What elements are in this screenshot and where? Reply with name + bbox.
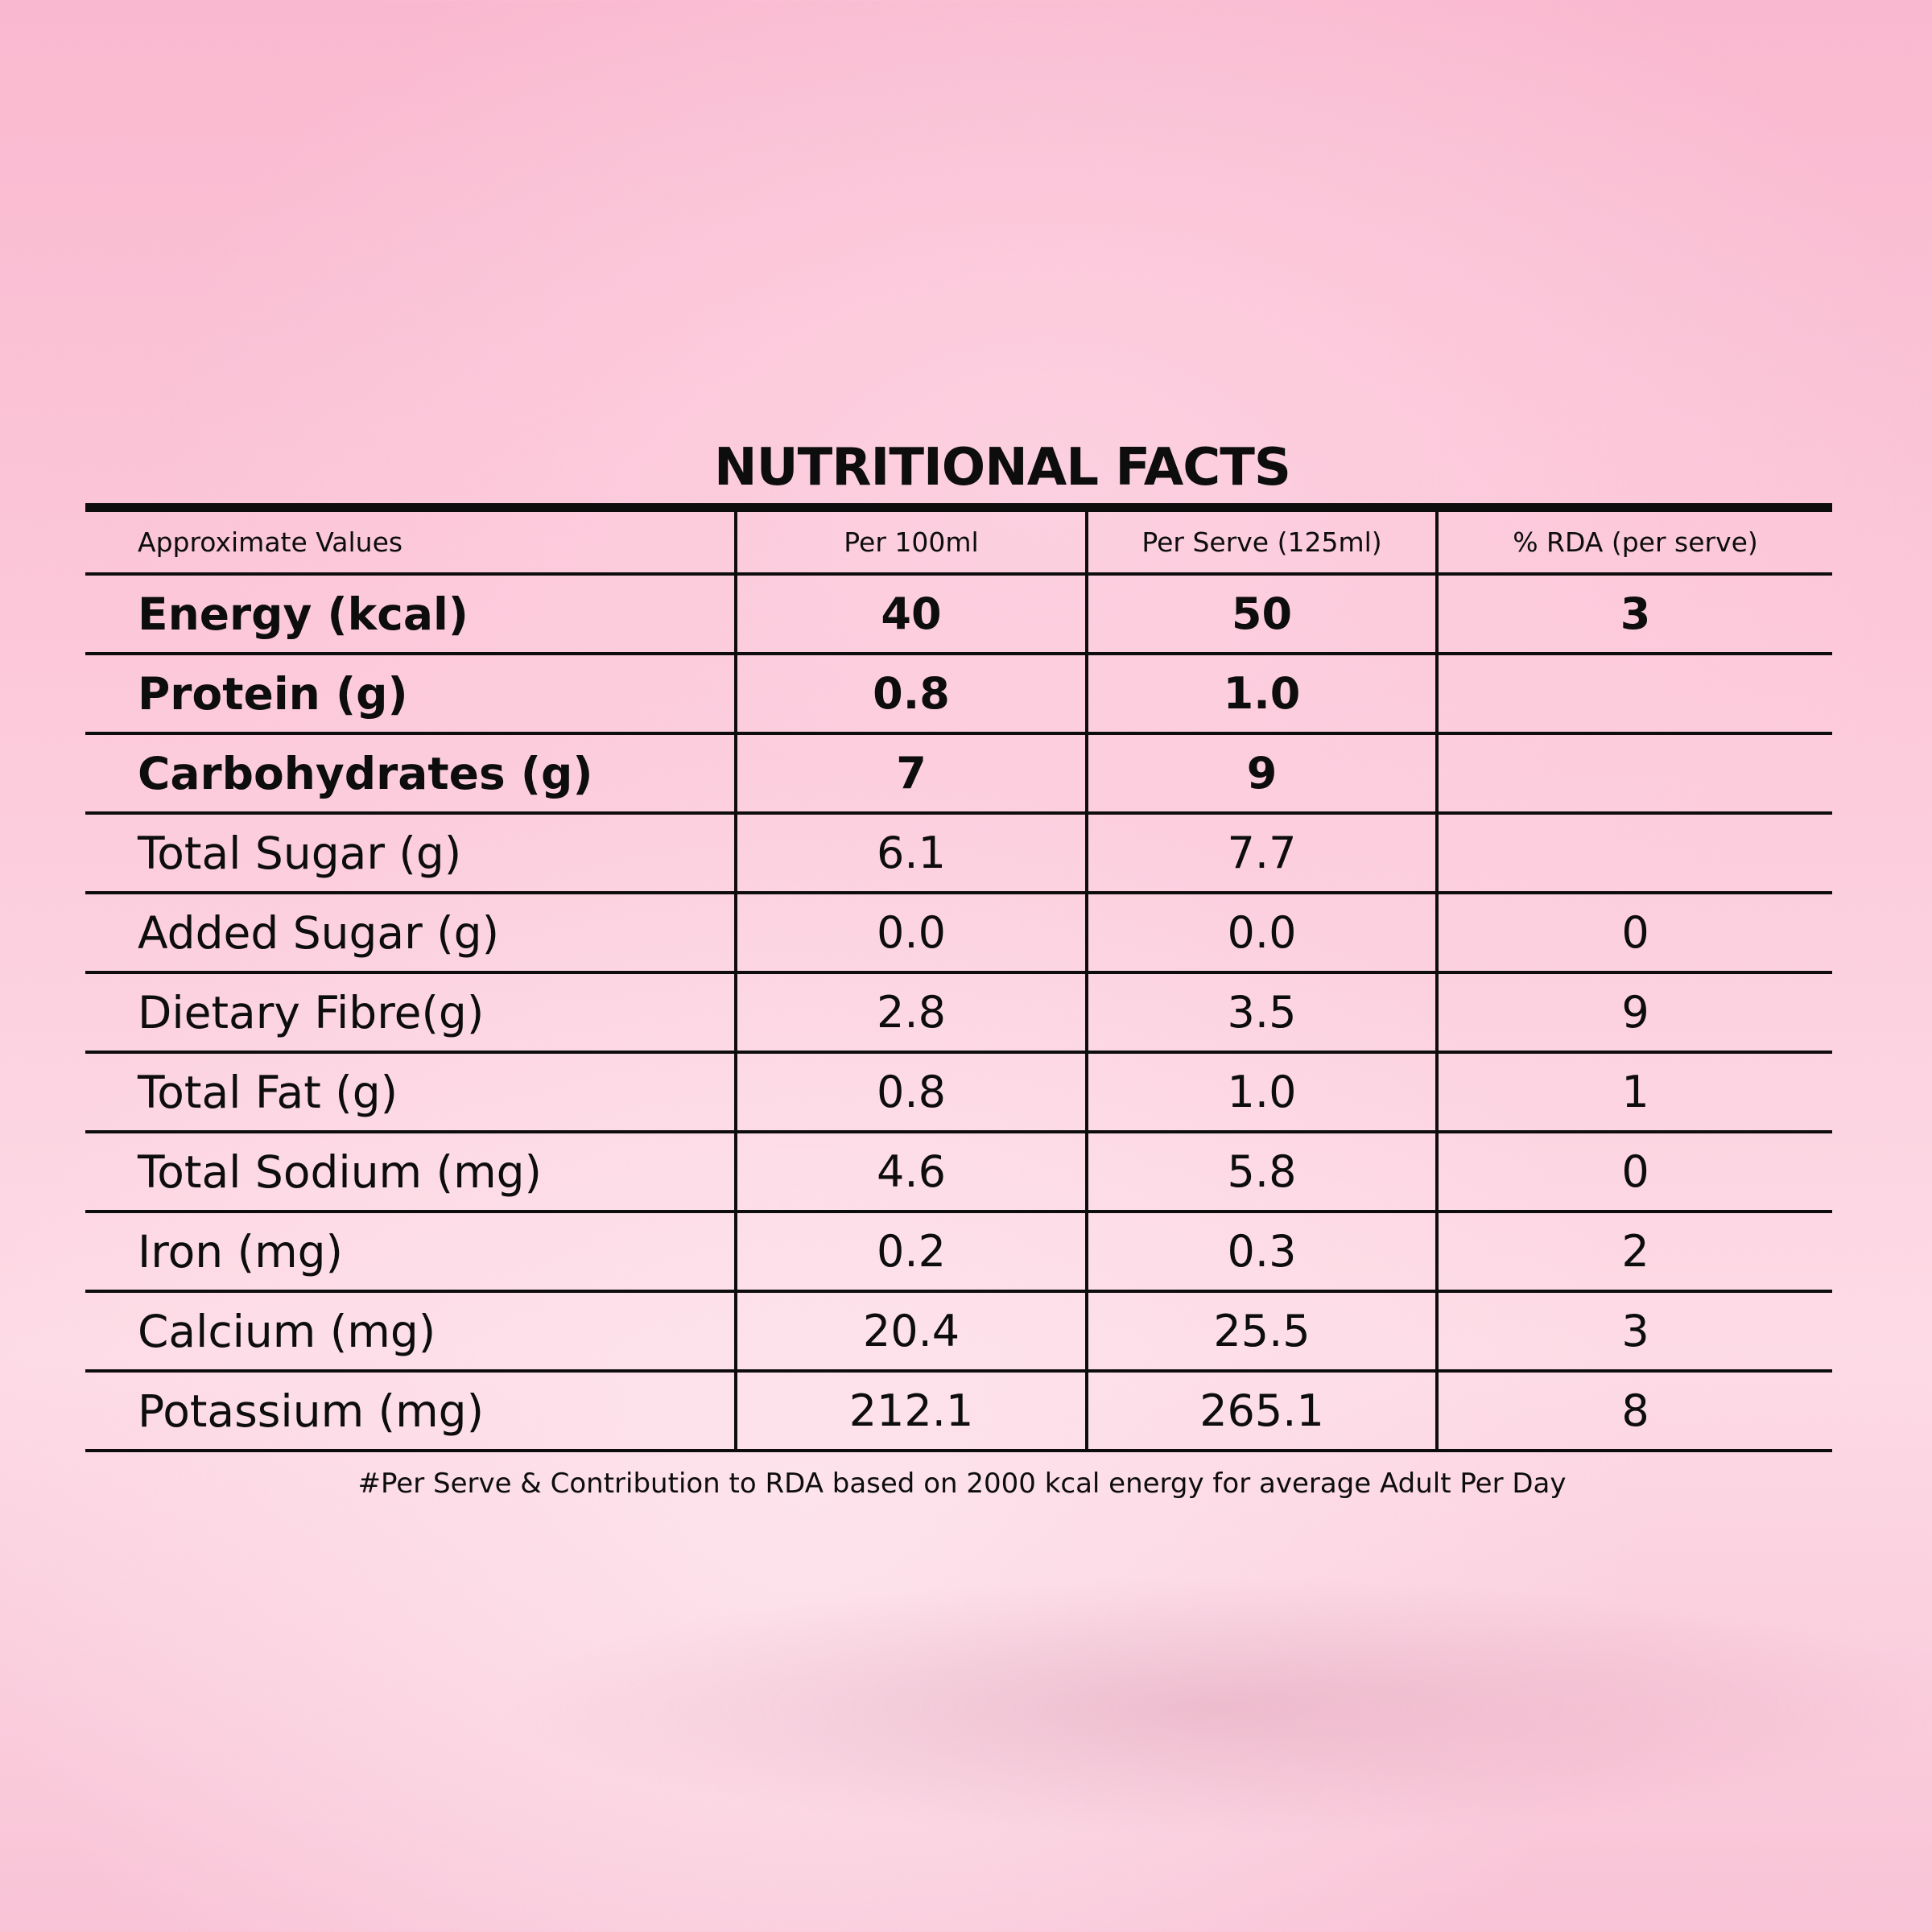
table-row <box>85 1052 1832 1132</box>
column-header-per-serve: Per Serve (125ml) <box>1087 512 1437 574</box>
nutrient-name: Dietary Fibre(g) <box>85 972 736 1052</box>
table-row <box>85 733 1832 813</box>
nutrient-name: Iron (mg) <box>85 1212 736 1291</box>
per-serve-value: 7.7 <box>1087 813 1437 893</box>
per-serve-value: 3.5 <box>1087 972 1437 1052</box>
column-header-per-100ml: Per 100ml <box>736 512 1087 574</box>
table-row <box>85 972 1832 1052</box>
per-100ml-value: 0.8 <box>736 654 1087 733</box>
per-100ml-value: 20.4 <box>736 1291 1087 1371</box>
title-divider <box>85 503 1832 512</box>
rda-value: 0 <box>1437 893 1832 972</box>
rda-value: 2 <box>1437 1212 1832 1291</box>
per-100ml-value: 2.8 <box>736 972 1087 1052</box>
per-100ml-value: 40 <box>736 574 1087 654</box>
rda-value <box>1437 654 1832 733</box>
nutrient-name: Added Sugar (g) <box>85 893 736 972</box>
column-header-approximate-values: Approximate Values <box>85 512 736 574</box>
nutrient-name: Total Sugar (g) <box>85 813 736 893</box>
footnote: #Per Serve & Contribution to RDA based on 2000 kcal energy for average Adult Per Day <box>357 1468 1567 1500</box>
nutrient-name: Calcium (mg) <box>85 1291 736 1371</box>
rda-value: 0 <box>1437 1132 1832 1212</box>
per-100ml-value: 0.2 <box>736 1212 1087 1291</box>
table-row <box>85 1212 1832 1291</box>
table-row <box>85 574 1832 654</box>
per-100ml-value: 212.1 <box>736 1371 1087 1451</box>
per-serve-value: 0.0 <box>1087 893 1437 972</box>
nutrient-name: Energy (kcal) <box>85 574 736 654</box>
rda-value: 9 <box>1437 972 1832 1052</box>
per-serve-value: 50 <box>1087 574 1437 654</box>
per-serve-value: 265.1 <box>1087 1371 1437 1451</box>
per-serve-value: 0.3 <box>1087 1212 1437 1291</box>
table-row <box>85 1132 1832 1212</box>
rda-value: 1 <box>1437 1052 1832 1132</box>
per-serve-value: 1.0 <box>1087 654 1437 733</box>
nutrient-name: Potassium (mg) <box>85 1371 736 1451</box>
table-header-row <box>85 512 1832 574</box>
column-header-rda: % RDA (per serve) <box>1437 512 1832 574</box>
table-row <box>85 813 1832 893</box>
per-100ml-value: 0.8 <box>736 1052 1087 1132</box>
table-row <box>85 1371 1832 1451</box>
nutrient-name: Carbohydrates (g) <box>85 733 736 813</box>
per-100ml-value: 0.0 <box>736 893 1087 972</box>
nutrition-table <box>85 512 1832 1452</box>
table-row <box>85 893 1832 972</box>
page-title: NUTRITIONAL FACTS <box>714 438 1290 497</box>
rda-value: 8 <box>1437 1371 1832 1451</box>
rda-value <box>1437 733 1832 813</box>
per-100ml-value: 6.1 <box>736 813 1087 893</box>
per-100ml-value: 4.6 <box>736 1132 1087 1212</box>
table-row <box>85 1291 1832 1371</box>
nutrient-name: Protein (g) <box>85 654 736 733</box>
rda-value: 3 <box>1437 574 1832 654</box>
rda-value: 3 <box>1437 1291 1832 1371</box>
per-serve-value: 1.0 <box>1087 1052 1437 1132</box>
per-100ml-value: 7 <box>736 733 1087 813</box>
nutrient-name: Total Fat (g) <box>85 1052 736 1132</box>
per-serve-value: 25.5 <box>1087 1291 1437 1371</box>
rda-value <box>1437 813 1832 893</box>
per-serve-value: 5.8 <box>1087 1132 1437 1212</box>
nutrient-name: Total Sodium (mg) <box>85 1132 736 1212</box>
per-serve-value: 9 <box>1087 733 1437 813</box>
table-row <box>85 654 1832 733</box>
